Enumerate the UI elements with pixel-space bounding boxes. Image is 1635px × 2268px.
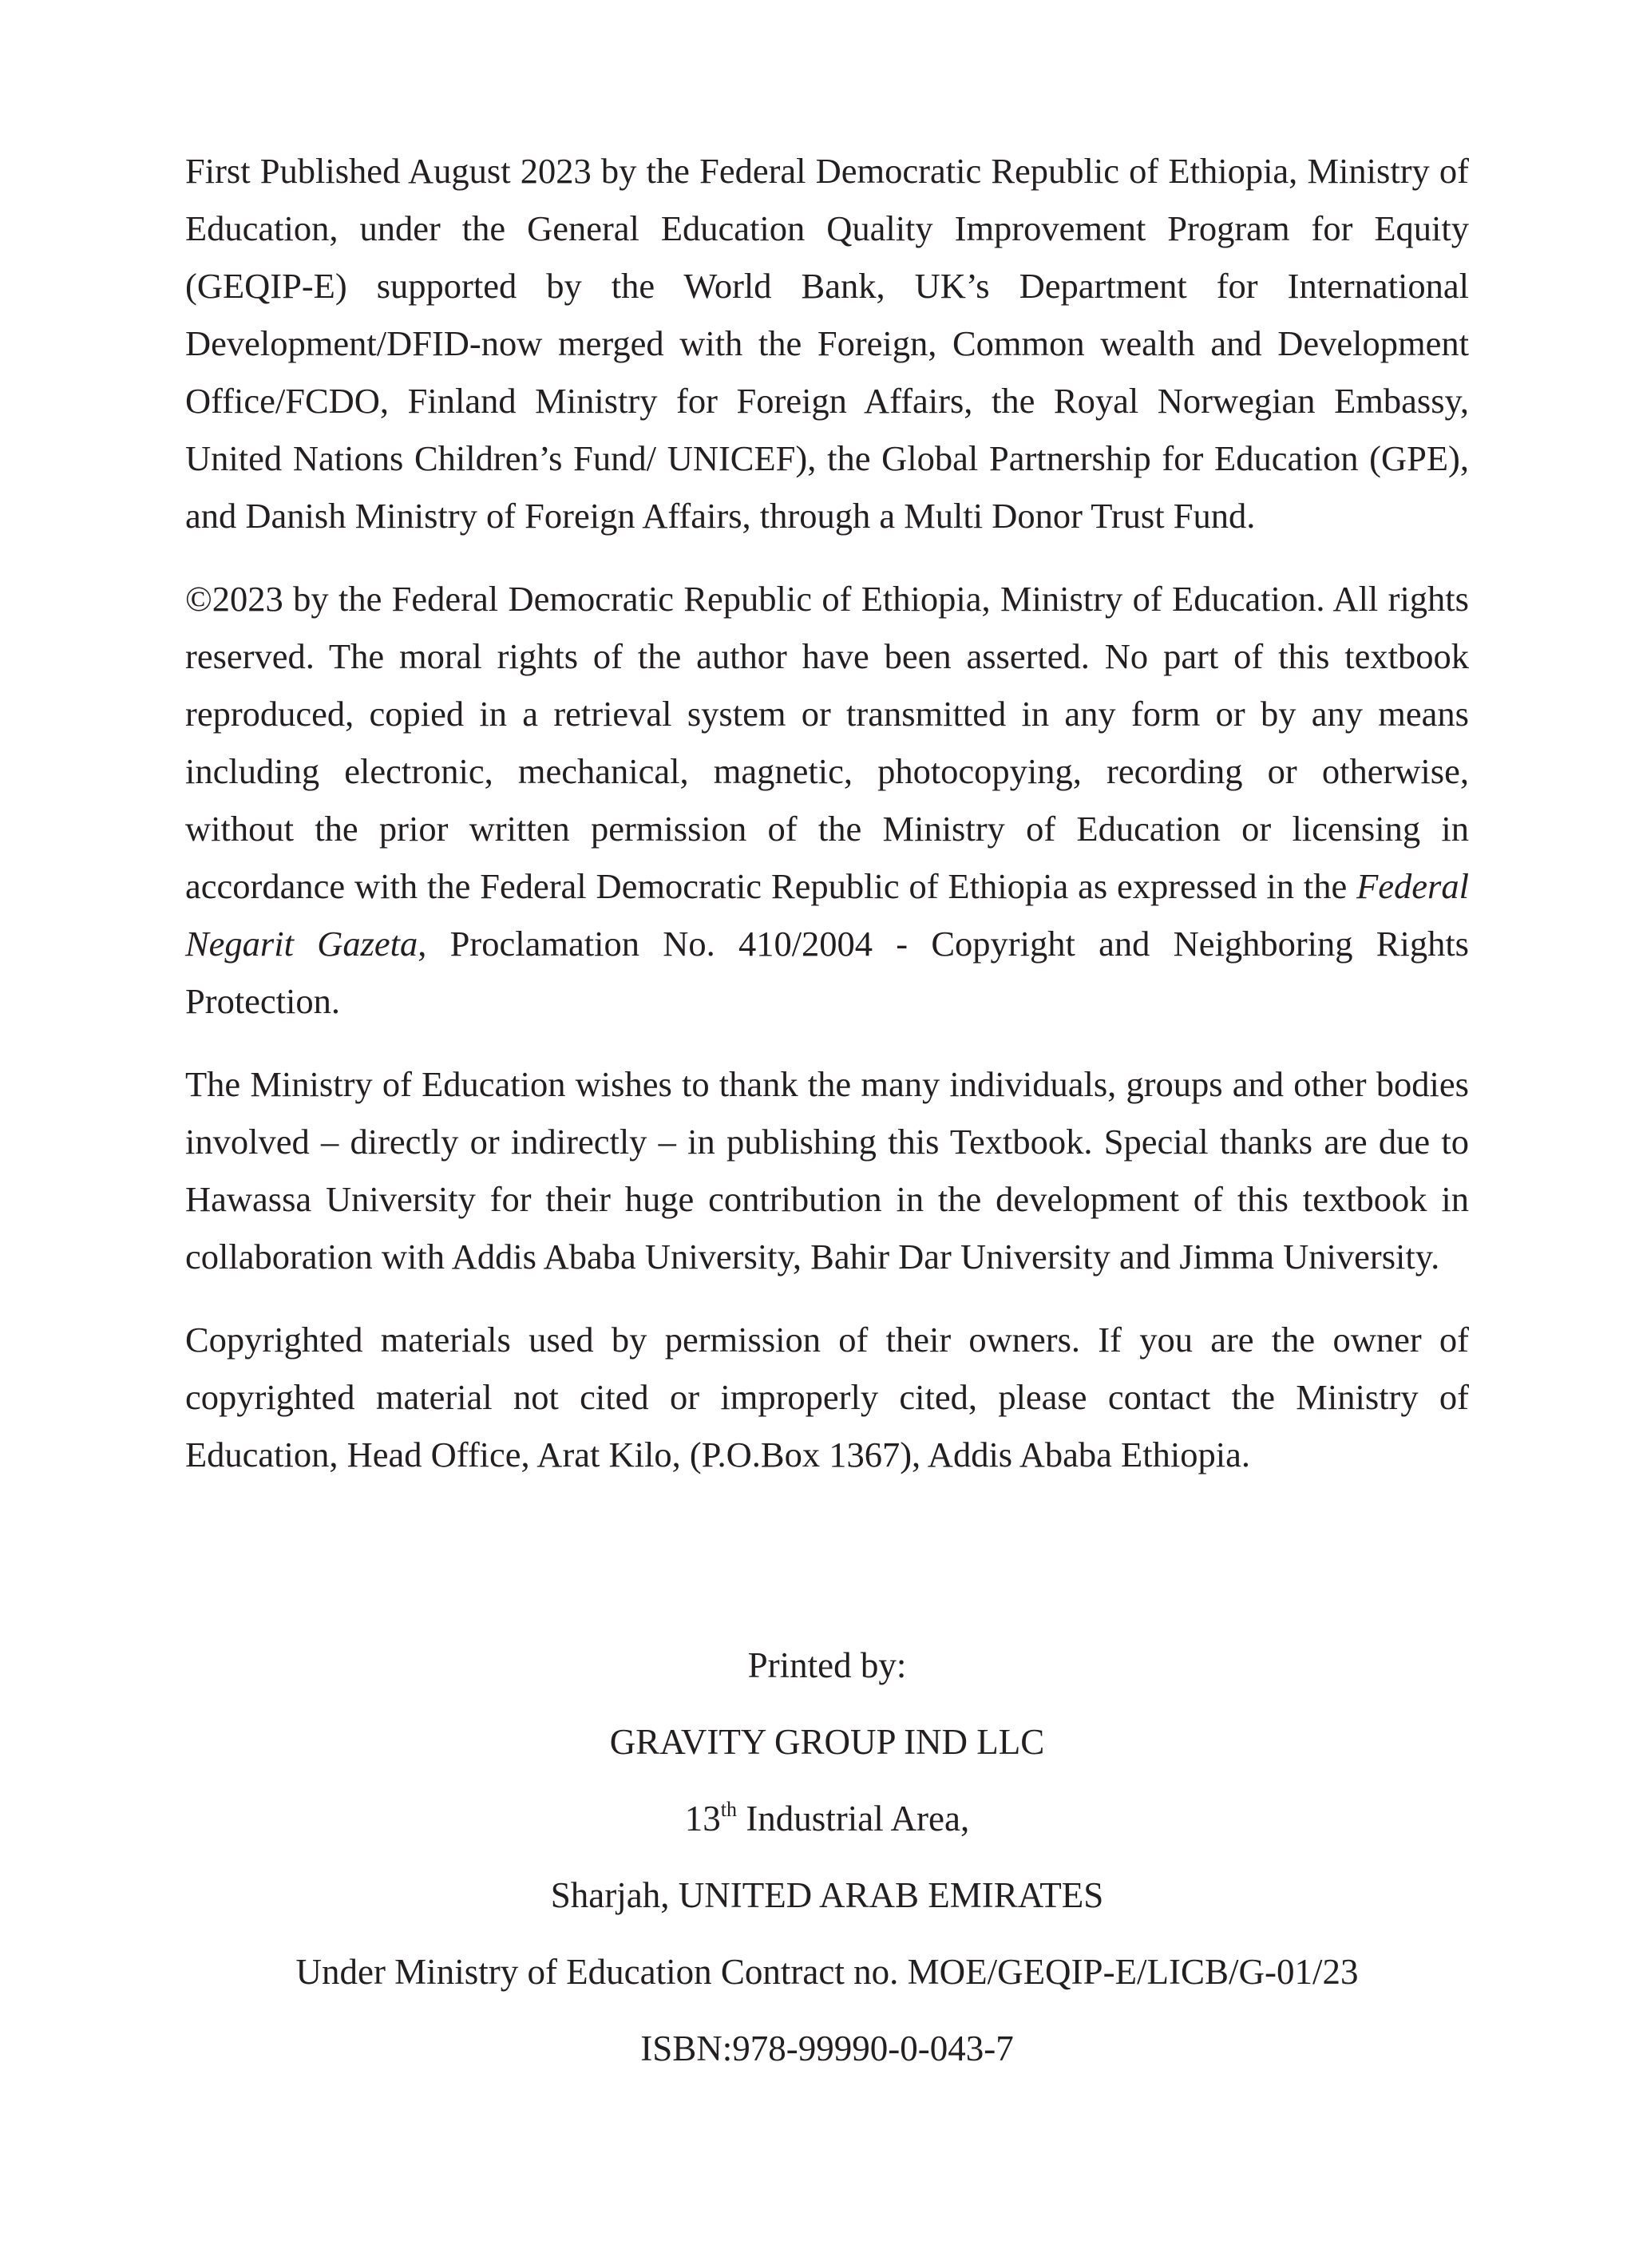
copyright-paragraph	[185, 570, 1469, 1030]
area-ordinal-suffix: th	[720, 1798, 738, 1821]
printer-company: GRAVITY GROUP IND LLC	[609, 1722, 1045, 1762]
contract-number: Under Ministry of Education Contract no. MOE/GEQIP-E/LICB/G-01/23	[295, 1952, 1359, 1992]
printed-by-label: Printed by:	[747, 1645, 907, 1685]
permissions-paragraph: Copyrighted materials used by permission of their owners. If you are the owner of copyrighted material not cited or improperly cited, please contact the Ministry of Education, Head Office, Arat Kilo, (P.O.Box 1367), Addis Ababa Ethiopia.	[185, 1320, 1469, 1474]
area-text: Industrial Area,	[737, 1799, 970, 1839]
copyright-text-start: ©2023 by the Federal Democratic Republic of Ethiopia, Ministry of Education. All rights reserved. The moral rights of the author have been asserted. No part of this textbook reproduced, copied in a retrieval system or transmitted in any form or by any means including electronic, mechanical, magnetic, photocopying, recording or otherwise, without the prior written permission of the Ministry of Education or licensing in accordance with the Federal Democratic Republic of Ethiopia as expressed in the	[185, 579, 1469, 906]
printer-info	[185, 1645, 1469, 2104]
acknowledgement-paragraph: The Ministry of Education wishes to thank the many individuals, groups and other bodies involved – directly or indirectly – in publishing this Textbook. Special thanks are due to Hawassa University for their huge contribution in the development of this textbook in collaboration with Addis Ababa University, Bahir Dar University and Jimma University.	[185, 1064, 1469, 1276]
printer-address-area	[185, 1798, 1469, 1839]
copyright-text-end: , Proclamation No. 410/2004 - Copyright and Neighboring Rights Protection.	[185, 924, 1470, 1021]
printer-address-city: Sharjah, UNITED ARAB EMIRATES	[550, 1875, 1104, 1915]
publication-paragraph: First Published August 2023 by the Federal Democratic Republic of Ethiopia, Ministry of Education, under the General Education Quality Improvement Program for Equity (GEQIP-E) supported by the World Bank, UK’s Department for International Development/DFID-now merged with the Foreign, Common wealth and Development Office/FCDO, Finland Ministry for Foreign Affairs, the Royal Norwegian Embassy, United Nations Children’s Fund/ UNICEF), the Global Partnership for Education (GPE), and Danish Ministry of Foreign Affairs, through a Multi Donor Trust Fund.	[185, 151, 1469, 536]
gazeta-title: Federal Negarit Gazeta	[185, 866, 1469, 964]
copyright-page-body	[185, 142, 1469, 1509]
isbn: ISBN:978-99990-0-043-7	[640, 2029, 1014, 2068]
area-number: 13	[684, 1799, 721, 1839]
